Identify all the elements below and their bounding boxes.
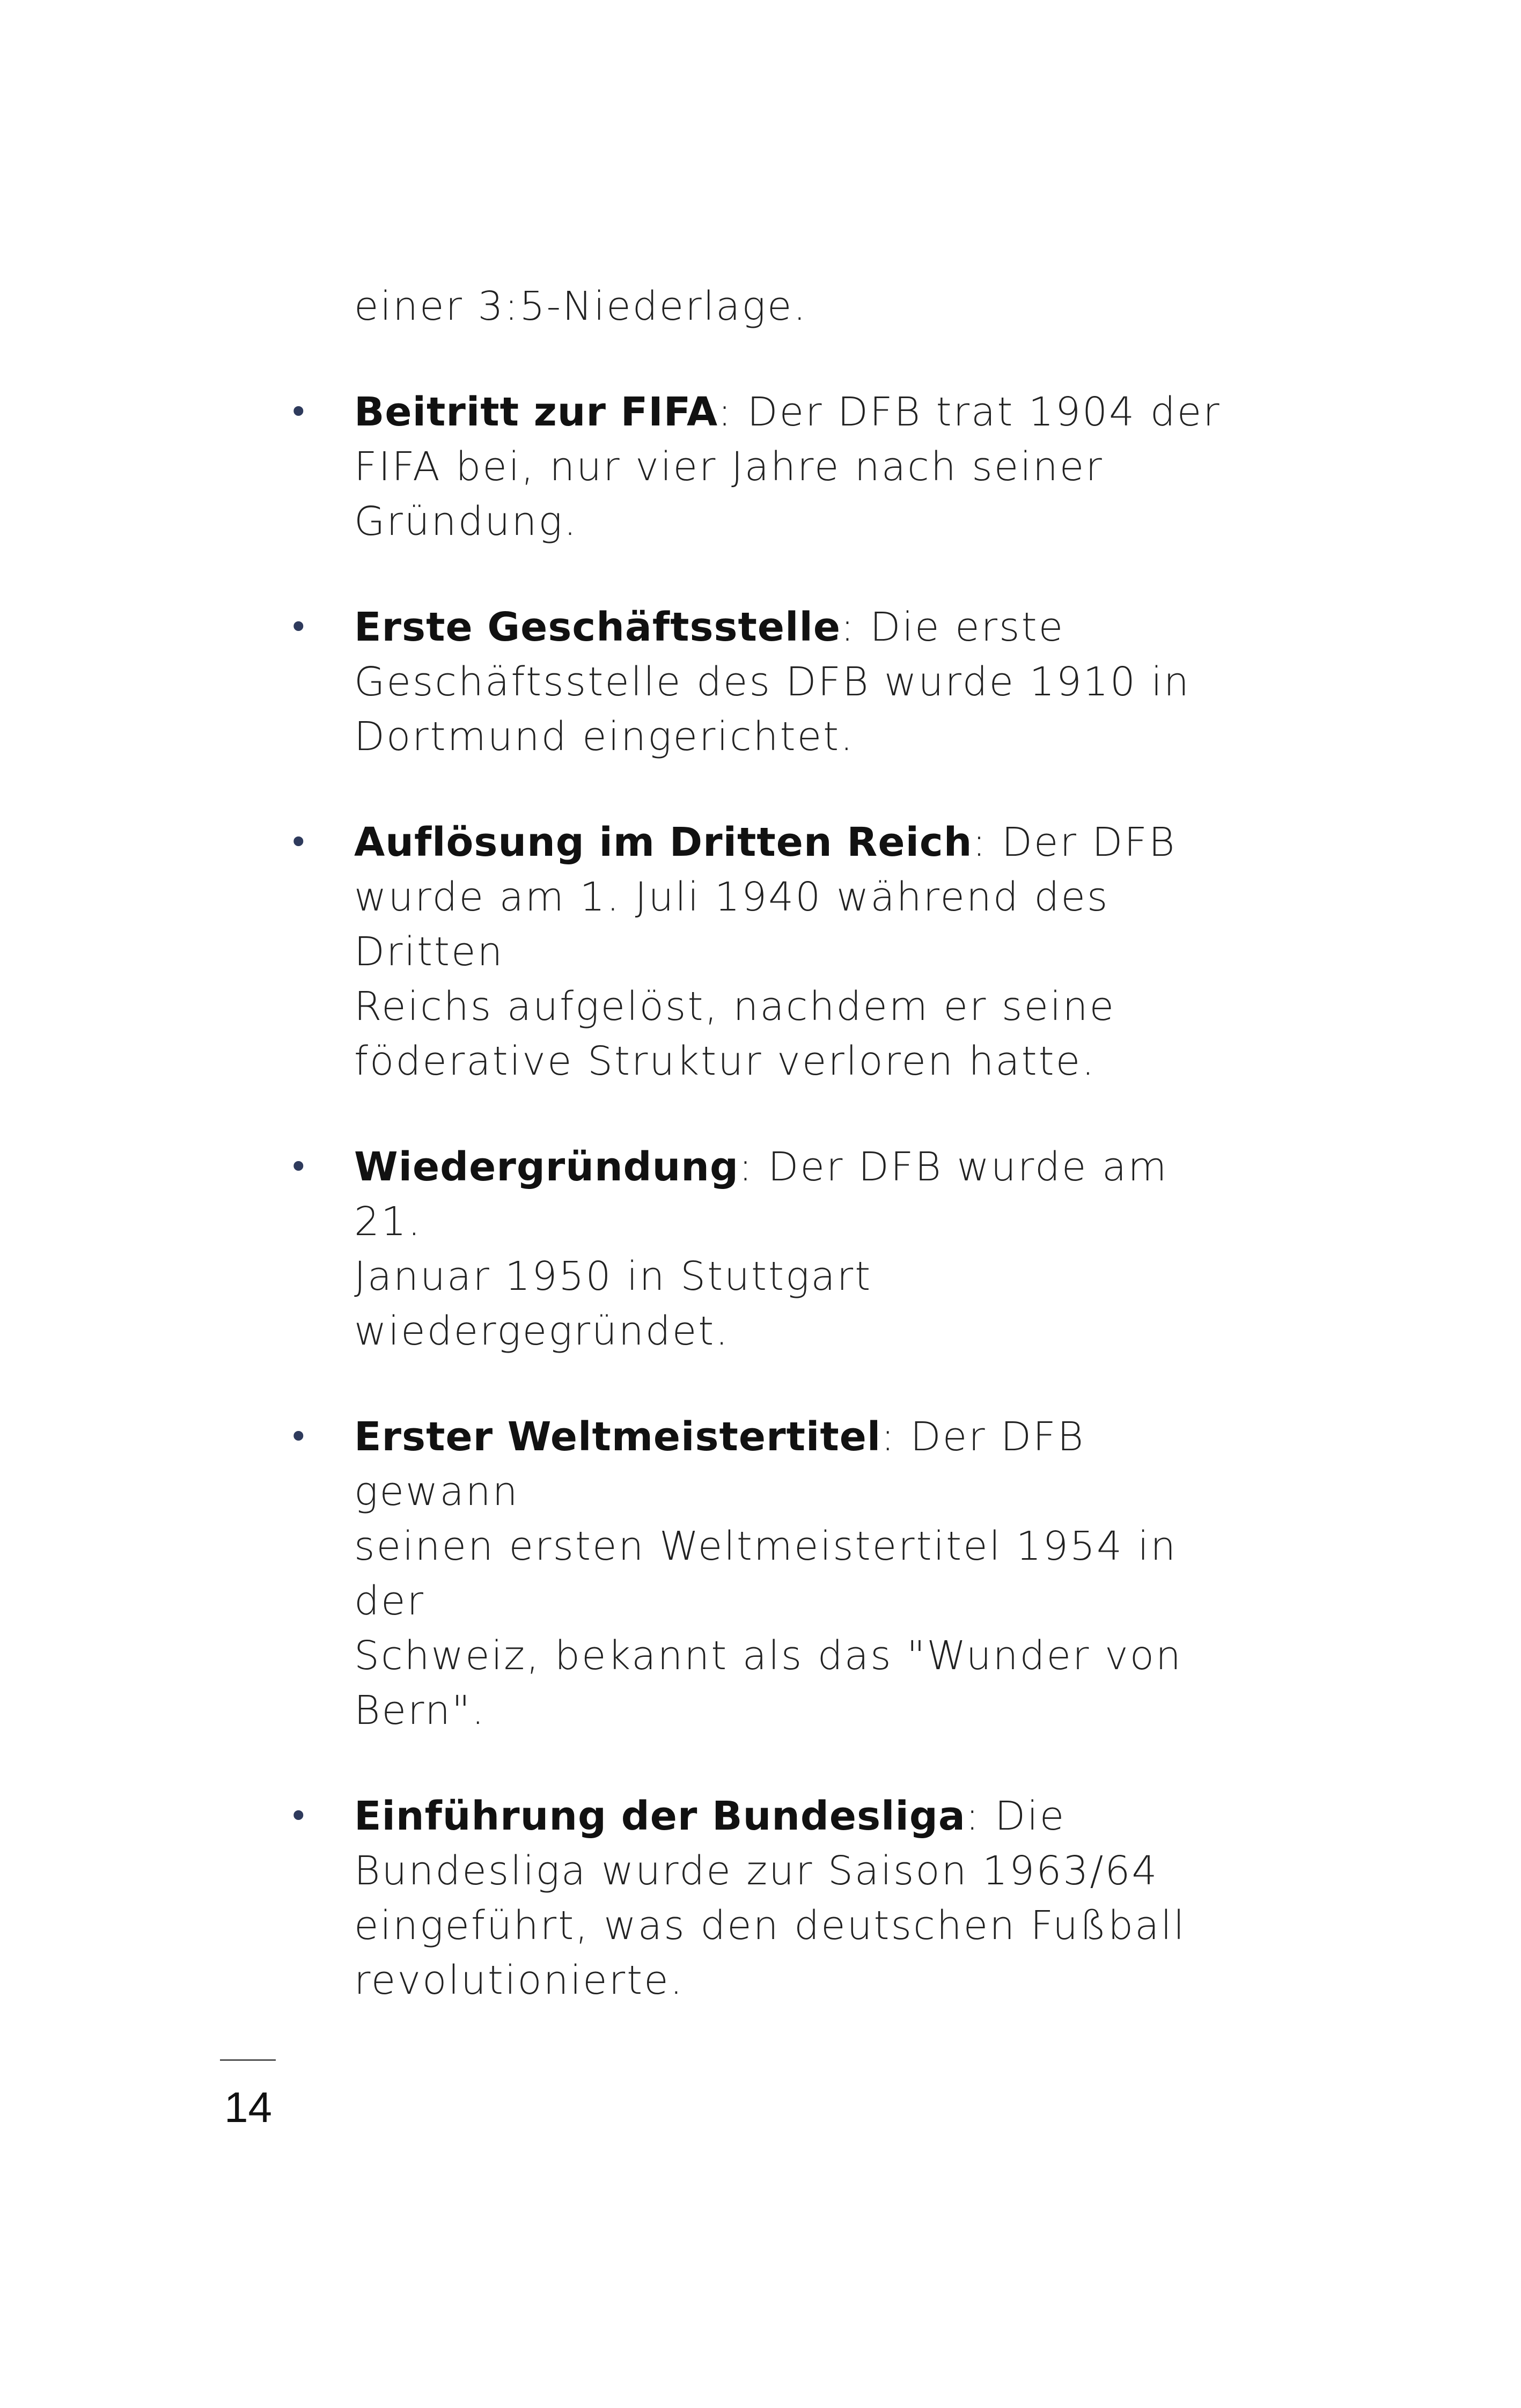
list-item-line: Bundesliga wurde zur Saison 1963/64 bbox=[354, 1848, 1159, 1894]
list-item-line: Schweiz, bekannt als das "Wunder von bbox=[354, 1633, 1182, 1679]
list-item bbox=[289, 1789, 1245, 2008]
list-item-line bbox=[354, 385, 1245, 439]
list-item-separator: : bbox=[881, 1414, 897, 1460]
list-item-term: Auflösung im Dritten Reich bbox=[354, 819, 973, 865]
bullet-icon: • bbox=[289, 607, 308, 647]
list-item-line: Gründung. bbox=[354, 498, 578, 545]
list-item-text: Die bbox=[980, 1793, 1066, 1839]
page-number: 14 bbox=[224, 2083, 272, 2131]
bullet-icon: • bbox=[289, 1147, 308, 1186]
list-item-separator: : bbox=[965, 1793, 981, 1839]
list-item-text: Der DFB bbox=[987, 819, 1177, 865]
list-item-line: Januar 1950 in Stuttgart wiedergegründet. bbox=[354, 1253, 872, 1354]
footer-divider bbox=[220, 2059, 276, 2061]
list-item-line: Dortmund eingerichtet. bbox=[354, 714, 855, 760]
list-item bbox=[289, 815, 1245, 1089]
list-item bbox=[289, 600, 1245, 764]
list-item-separator: : bbox=[841, 604, 856, 650]
list-item-term: Erster Weltmeistertitel bbox=[354, 1414, 881, 1460]
list-item-line: Geschäftsstelle des DFB wurde 1910 in bbox=[354, 659, 1191, 705]
list-item-line bbox=[354, 815, 1245, 870]
list-item-separator: : bbox=[972, 819, 988, 865]
list-item-term: Erste Geschäftsstelle bbox=[354, 604, 841, 650]
carryover-paragraph: einer 3:5-Niederlage. bbox=[354, 283, 807, 329]
fact-list bbox=[289, 385, 1245, 2008]
list-item-term: Wiedergründung bbox=[354, 1144, 739, 1190]
list-item-line bbox=[354, 600, 1245, 655]
bullet-icon: • bbox=[289, 1417, 308, 1456]
list-item-text: Der DFB trat 1904 der bbox=[733, 389, 1221, 435]
list-item-term: Beitritt zur FIFA bbox=[354, 389, 718, 435]
list-item bbox=[289, 385, 1245, 549]
list-item-line: wurde am 1. Juli 1940 während des Dritten bbox=[354, 874, 1109, 975]
bullet-icon: • bbox=[289, 823, 308, 862]
bullet-icon: • bbox=[289, 1796, 308, 1836]
list-item-line: föderative Struktur verloren hatte. bbox=[354, 1038, 1096, 1084]
page-body bbox=[289, 279, 1245, 2059]
list-item-line bbox=[354, 1140, 1245, 1249]
list-item-line bbox=[354, 1409, 1245, 1519]
list-item-separator: : bbox=[718, 389, 733, 435]
bullet-icon: • bbox=[289, 392, 308, 431]
list-item-line: seinen ersten Weltmeistertitel 1954 in der bbox=[354, 1523, 1178, 1624]
list-item-term: Einführung der Bundesliga bbox=[354, 1793, 966, 1839]
list-item-text: Der DFB wurde am 21. bbox=[354, 1144, 1169, 1245]
list-item-line: FIFA bei, nur vier Jahre nach seiner bbox=[354, 444, 1104, 490]
list-item-line: Reichs aufgelöst, nachdem er seine bbox=[354, 983, 1116, 1030]
list-item-text: Die erste bbox=[855, 604, 1065, 650]
list-item bbox=[289, 1140, 1245, 1359]
list-item bbox=[289, 1409, 1245, 1738]
list-item-line: revolutionierte. bbox=[354, 1957, 685, 2003]
list-item-line bbox=[354, 1789, 1245, 1844]
list-item-line: Bern". bbox=[354, 1687, 486, 1734]
list-item-separator: : bbox=[738, 1144, 754, 1190]
list-item-text: Der DFB gewann bbox=[354, 1414, 1085, 1515]
list-item-line: eingeführt, was den deutschen Fußball bbox=[354, 1903, 1186, 1949]
